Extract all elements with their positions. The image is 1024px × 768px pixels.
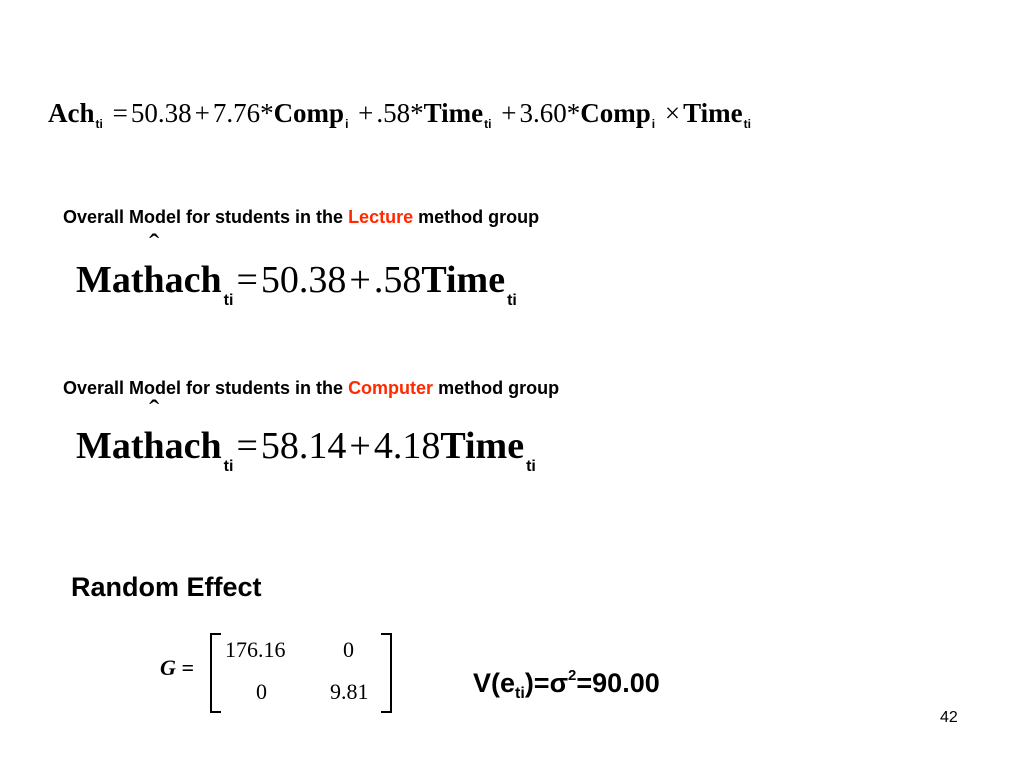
- left-bracket: [210, 633, 221, 713]
- variance-superscript: 2: [568, 667, 577, 684]
- mathach-part-a: Mat: [76, 259, 144, 301]
- lecture-group-label: Lecture: [348, 207, 414, 227]
- mathach-term: [76, 394, 222, 467]
- hat-base-letter: h: [143, 259, 165, 301]
- intercept-value: 58.14: [260, 425, 347, 467]
- comp-subscript: i: [651, 117, 656, 131]
- g-matrix-label: G =: [160, 655, 194, 680]
- intercept-value: 50.38: [130, 98, 192, 128]
- computer-caption: [63, 378, 559, 399]
- hat-letter: [143, 394, 165, 468]
- equals-sign: =: [236, 259, 258, 301]
- caption-suffix: method group: [418, 207, 540, 227]
- caption-suffix: method group: [438, 378, 560, 398]
- variance-prefix: V(e: [473, 668, 516, 698]
- matrix-cell: 0: [343, 637, 354, 662]
- g-matrix: [210, 633, 392, 713]
- intercept-value: 50.38: [260, 259, 347, 301]
- time-variable: Time: [440, 425, 525, 467]
- matrix-cell: 176.16: [225, 637, 286, 662]
- slope-value: .58: [373, 259, 422, 301]
- mathach-subscript: ti: [223, 458, 234, 475]
- full-model-equation: [48, 98, 751, 129]
- mathach-part-b: ach: [164, 259, 222, 301]
- comp-variable: Comp: [273, 98, 345, 128]
- time-variable: Time: [421, 259, 506, 301]
- time-subscript: ti: [743, 117, 751, 131]
- caption-prefix: Overall Model for students in the: [63, 207, 344, 227]
- mathach-part-b: ach: [164, 425, 222, 467]
- ach-label: Ach: [48, 98, 95, 128]
- variance-value: =90.00: [576, 668, 660, 698]
- equals-sign: =: [236, 425, 258, 467]
- plus-sign: +: [501, 98, 517, 128]
- residual-variance: [473, 667, 660, 702]
- mathach-subscript: ti: [223, 292, 234, 309]
- plus-sign: +: [194, 98, 210, 128]
- random-effect-title: Random Effect: [71, 572, 262, 602]
- page-number: 42: [940, 709, 958, 726]
- time-coefficient: .58*: [376, 98, 424, 128]
- interaction-coefficient: 3.60*: [519, 98, 581, 128]
- hat-base-letter: h: [143, 425, 165, 467]
- ach-term: [48, 98, 95, 128]
- computer-model-equation: [76, 394, 536, 475]
- slope-value: 4.18: [373, 425, 441, 467]
- time-variable: Time: [683, 98, 743, 128]
- equals-sign: =: [112, 98, 128, 128]
- computer-group-label: Computer: [348, 378, 434, 398]
- ach-subscript: ti: [95, 117, 103, 131]
- variance-sigma: )=σ: [524, 668, 569, 698]
- variance-subscript: ti: [515, 685, 525, 702]
- caption-prefix: Overall Model for students in the: [63, 378, 344, 398]
- lecture-model-equation: [76, 228, 517, 309]
- time-variable: Time: [423, 98, 484, 128]
- lecture-caption: [63, 207, 539, 228]
- time-subscript: ti: [507, 292, 517, 309]
- hat-accent: ˆ: [149, 228, 160, 261]
- plus-sign: +: [349, 259, 371, 301]
- time-subscript: ti: [484, 117, 492, 131]
- comp-variable: Comp: [580, 98, 651, 128]
- mathach-part-a: Mat: [76, 425, 144, 467]
- times-sign: ×: [664, 98, 681, 128]
- hat-letter: [143, 228, 165, 302]
- time-subscript: ti: [526, 458, 536, 475]
- right-bracket: [381, 633, 392, 713]
- comp-subscript: i: [345, 117, 349, 131]
- plus-sign: +: [358, 98, 374, 128]
- hat-accent: ˆ: [149, 394, 160, 427]
- mathach-term: [76, 228, 222, 301]
- plus-sign: +: [349, 425, 371, 467]
- matrix-cell: 0: [256, 679, 267, 704]
- matrix-cell: 9.81: [330, 679, 369, 704]
- comp-coefficient: 7.76*: [212, 98, 274, 128]
